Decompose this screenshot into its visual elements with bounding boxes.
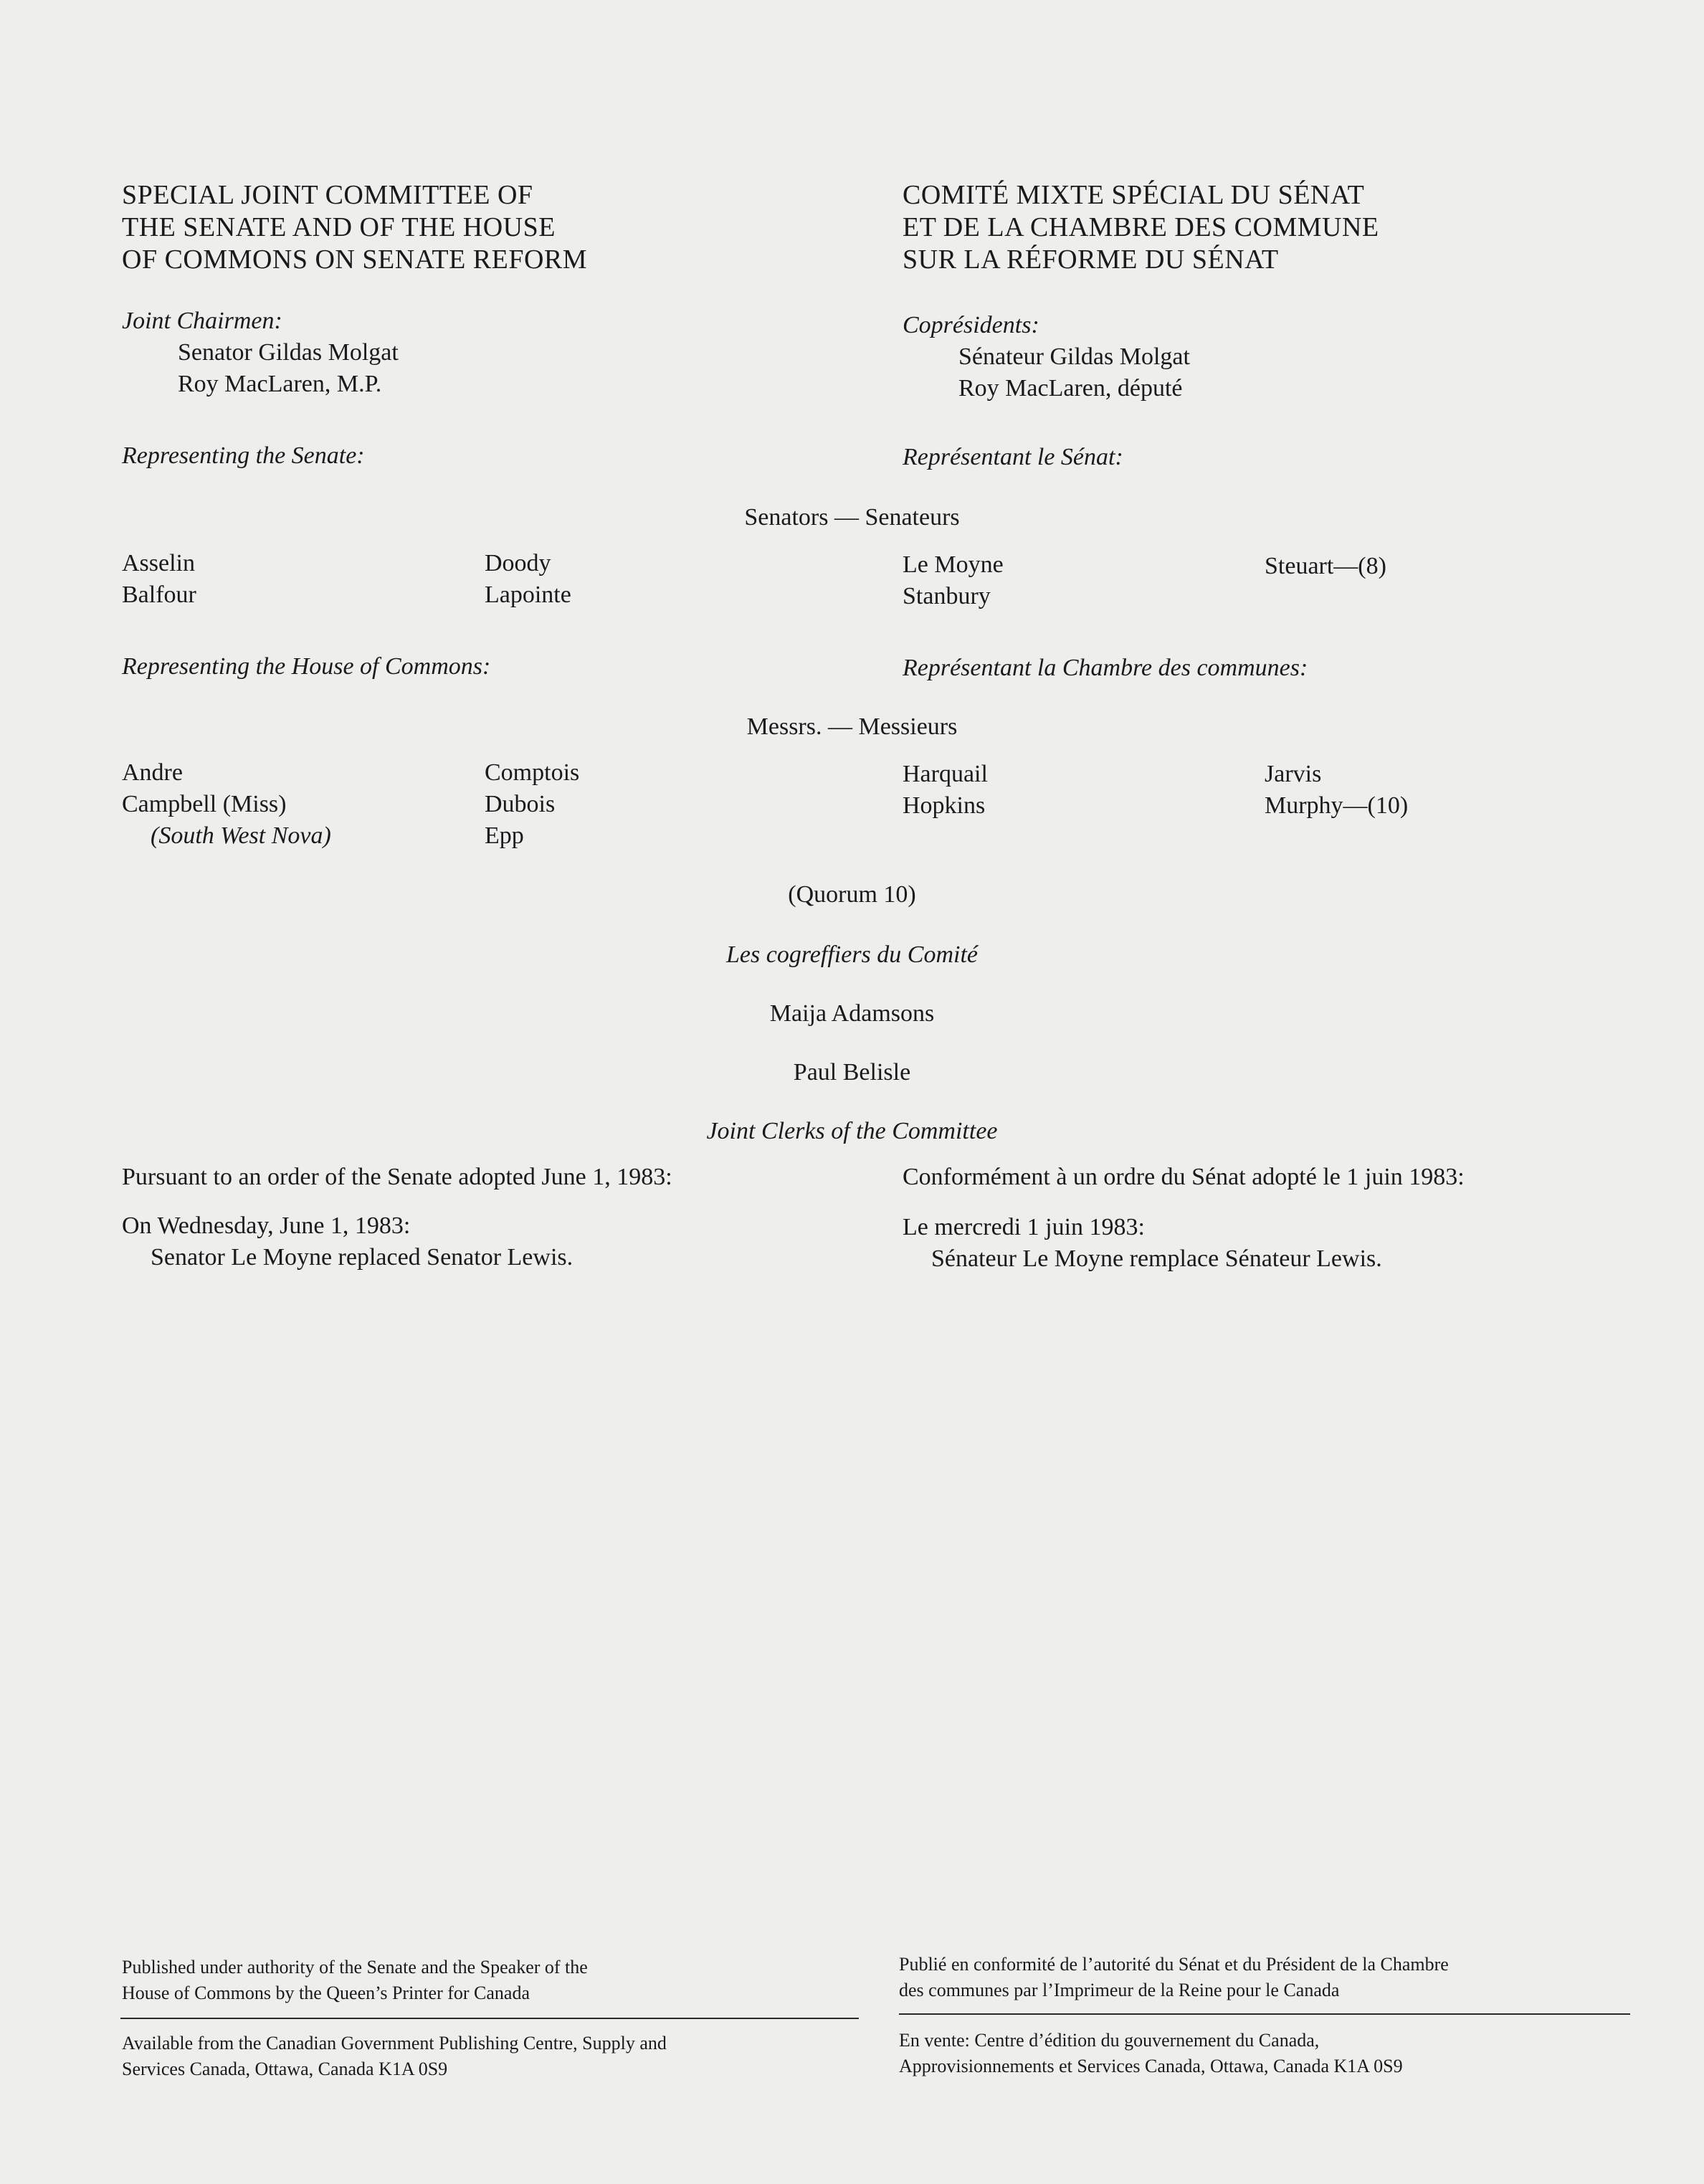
member-name: Campbell (Miss) xyxy=(122,791,287,817)
committee-title-fr xyxy=(903,179,1379,276)
title-line: ET DE LA CHAMBRE DES COMMUNE xyxy=(903,212,1379,242)
published-fr xyxy=(899,1952,1449,2003)
order-date: Le mercredi 1 juin 1983: xyxy=(903,1214,1146,1240)
senate-label-en: Representing the Senate: xyxy=(122,442,365,469)
senators-col-1 xyxy=(122,548,196,611)
chairman-name: Roy MacLaren, M.P. xyxy=(178,371,382,397)
commons-col-1 xyxy=(122,757,331,852)
footer-line: En vente: Centre d’édition du gouvernement du Canada, xyxy=(899,2030,1320,2051)
commons-col-4 xyxy=(1265,759,1408,822)
order-date: On Wednesday, June 1, 1983: xyxy=(122,1212,411,1239)
chairman-name: Senator Gildas Molgat xyxy=(178,339,399,366)
footer-divider xyxy=(899,2013,1630,2015)
chairmen-label: Joint Chairmen: xyxy=(122,308,282,334)
member-name: Comptois xyxy=(485,759,580,786)
footer-line: Services Canada, Ottawa, Canada K1A 0S9 xyxy=(122,2059,448,2079)
order-change: Senator Le Moyne replaced Senator Lewis. xyxy=(151,1244,573,1271)
commons-label-en: Representing the House of Commons: xyxy=(122,653,491,680)
chairmen-label: Coprésidents: xyxy=(903,312,1039,338)
member-riding: (South West Nova) xyxy=(151,822,331,849)
commons-label-fr: Représentant la Chambre des communes: xyxy=(903,655,1308,681)
senators-col-3 xyxy=(903,549,1004,612)
footer-line: des communes par l’Imprimeur de la Reine pour le Canada xyxy=(899,1980,1340,2000)
member-name: Hopkins xyxy=(903,792,986,819)
commons-col-2 xyxy=(485,757,579,852)
footer-line: Publié en conformité de l’autorité du Sénat et du Président de la Chambre xyxy=(899,1954,1449,1975)
clerk-name: Paul Belisle xyxy=(793,1059,911,1086)
member-name: Le Moyne xyxy=(903,551,1004,578)
member-name: Harquail xyxy=(903,761,988,787)
member-name: Dubois xyxy=(485,791,556,817)
member-name: Stanbury xyxy=(903,583,991,609)
senate-label-fr: Représentant le Sénat: xyxy=(903,444,1123,470)
senators-col-4 xyxy=(1265,551,1386,582)
commons-col-3 xyxy=(903,759,988,822)
member-name: Balfour xyxy=(122,581,196,608)
order-change-en xyxy=(122,1210,573,1273)
footer-line: Published under authority of the Senate and the Speaker of the xyxy=(122,1957,588,1978)
member-name: Murphy—(10) xyxy=(1265,792,1409,819)
order-change: Sénateur Le Moyne remplace Sénateur Lewis. xyxy=(931,1245,1382,1272)
footer-line: House of Commons by the Queen’s Printer for Canada xyxy=(122,1983,530,2003)
footer-line: Available from the Canadian Government Publishing Centre, Supply and xyxy=(122,2033,667,2054)
member-name: Asselin xyxy=(122,550,195,576)
available-en xyxy=(122,2031,667,2082)
order-change-fr xyxy=(903,1212,1382,1275)
title-line: OF COMMONS ON SENATE REFORM xyxy=(122,244,588,275)
title-line: COMITÉ MIXTE SPÉCIAL DU SÉNAT xyxy=(903,180,1365,210)
member-name: Lapointe xyxy=(485,581,571,608)
member-name: Jarvis xyxy=(1265,761,1322,787)
title-line: THE SENATE AND OF THE HOUSE xyxy=(122,212,556,242)
chairmen-fr xyxy=(903,310,1190,404)
member-name: Doody xyxy=(485,550,551,576)
available-fr xyxy=(899,2028,1403,2079)
clerk-name: Maija Adamsons xyxy=(769,1000,935,1027)
committee-title-en xyxy=(122,179,587,276)
chairman-name: Roy MacLaren, député xyxy=(958,375,1183,402)
member-name: Steuart—(8) xyxy=(1265,553,1386,579)
quorum: (Quorum 10) xyxy=(788,881,916,908)
footer-divider xyxy=(120,2018,859,2019)
messrs-heading: Messrs. — Messieurs xyxy=(746,713,958,740)
senators-col-2 xyxy=(485,548,571,611)
chairmen-en xyxy=(122,305,399,400)
clerks-label-fr: Les cogreffiers du Comité xyxy=(726,941,978,968)
clerks-label-en: Joint Clerks of the Committee xyxy=(706,1118,998,1144)
member-name: Andre xyxy=(122,759,183,786)
footer-line: Approvisionnements et Services Canada, Ottawa, Canada K1A 0S9 xyxy=(899,2056,1403,2076)
title-line: SPECIAL JOINT COMMITTEE OF xyxy=(122,180,533,210)
chairman-name: Sénateur Gildas Molgat xyxy=(958,343,1190,370)
member-name: Epp xyxy=(485,822,524,849)
order-intro-en: Pursuant to an order of the Senate adopted June 1, 1983: xyxy=(122,1164,672,1190)
order-intro-fr: Conformément à un ordre du Sénat adopté le 1 juin 1983: xyxy=(903,1164,1465,1190)
title-line: SUR LA RÉFORME DU SÉNAT xyxy=(903,244,1279,275)
senators-heading: Senators — Senateurs xyxy=(744,504,960,531)
published-en xyxy=(122,1955,588,2006)
